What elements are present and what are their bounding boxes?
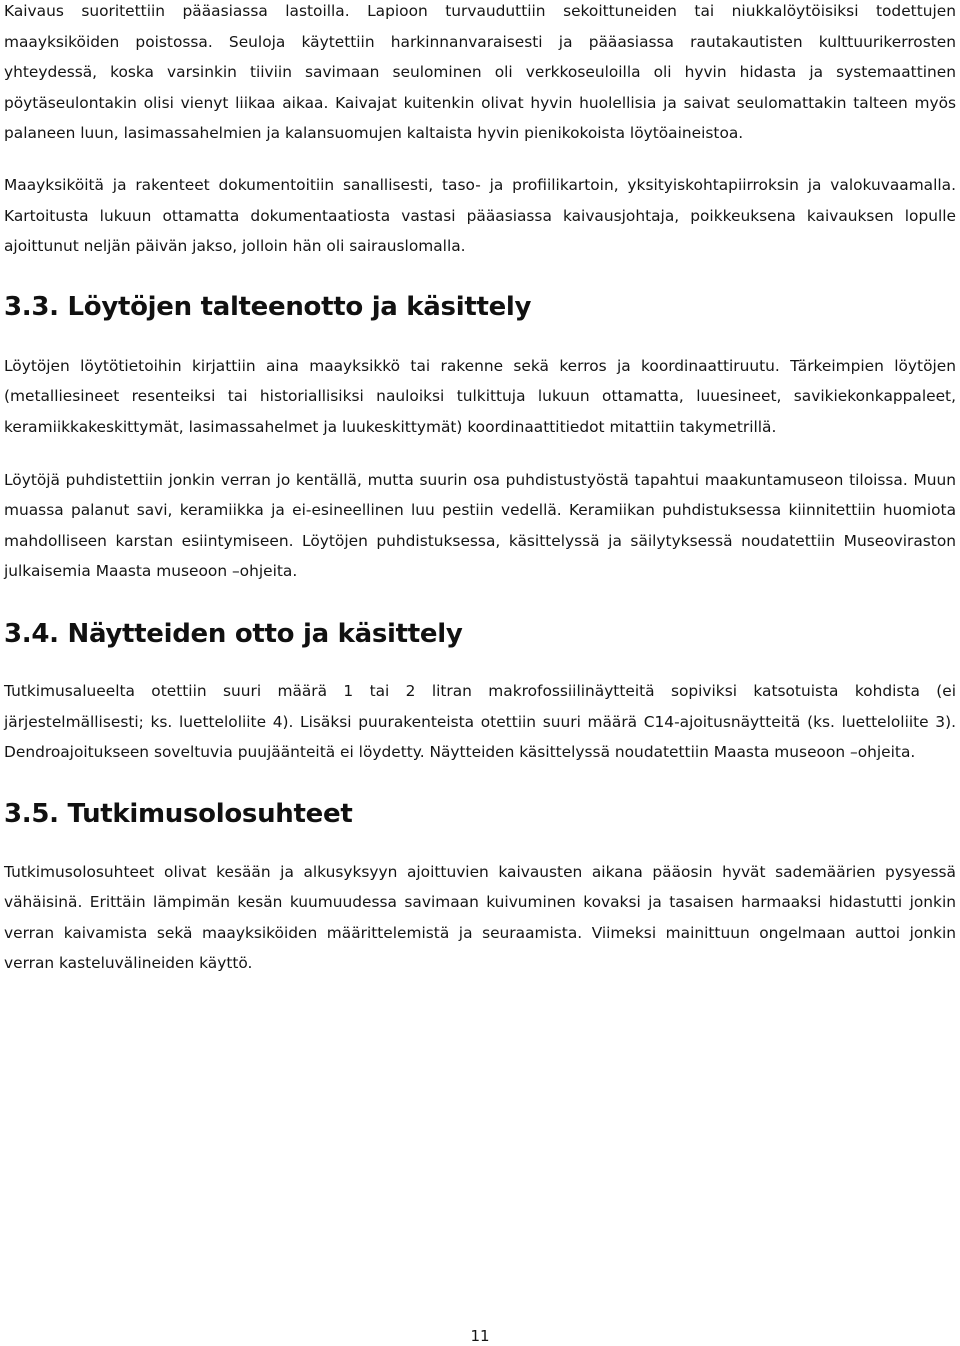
section-heading-sampling: 3.4. Näytteiden otto ja käsittely xyxy=(4,618,463,649)
document-page xyxy=(4,0,956,979)
section-heading-finds-recovery: 3.3. Löytöjen talteenotto ja käsittely xyxy=(4,291,532,322)
paragraph-documentation: Maayksiköitä ja rakenteet dokumentoitiin sanallisesti, taso- ja profiilikartoin, yksityiskohtapiirroksin ja valokuvaamalla. Kartoitusta lukuun ottamatta dokumentaatiosta vastasi pääasiassa kaivausjohtaja, poikkeuksena kaivauksen lopulle ajoittunut neljän päivän jakso, jolloin hän oli sairauslomalla. xyxy=(4,175,956,256)
paragraph-find-cleaning: Löytöjä puhdistettiin jonkin verran jo kentällä, mutta suurin osa puhdistustyöstä tapahtui maakuntamuseon tiloissa. Muun muassa palanut savi, keramiikka ja ei-esineellinen luu pestiin vedellä. Keramiikan puhdistuksessa kiinnitettiin huomiota mahdolliseen karstan esiintymiseen. Löytöjen puhdistuksessa, käsittelyssä ja säilytyksessä noudatettiin Museoviraston julkaisemia Maasta museoon –ohjeita. xyxy=(4,470,956,581)
paragraph-find-recording: Löytöjen löytötietoihin kirjattiin aina maayksikkö tai rakenne sekä kerros ja koordinaattiruutu. Tärkeimpien löytöjen (metalliesineet resenteiksi tai historiallisiksi nauloiksi tulkittuja lukuun ottamatta, luuesineet, savikiekonkappaleet, keramiikkakeskittymät, lasimassahelmet ja luukeskittymät) koordinaattitiedot mitattiin takymetrillä. xyxy=(4,356,956,436)
section-heading-research-conditions: 3.5. Tutkimusolosuhteet xyxy=(4,798,353,829)
paragraph-excavation-methods: Kaivaus suoritettiin pääasiassa lastoilla. Lapioon turvauduttiin sekoittuneiden tai niukkalöytöisiksi todettujen maayksiköiden poistossa. Seuloja käytettiin harkinnanvaraisesti ja pääasiassa rautakautisten kulttuurikerrosten yhteydessä, koska varsinkin tiiviin savimaan seulominen oli verkkoseuloilla oli hyvin hidasta ja systemaattinen pöytäseulontakin olisi vienyt liikaa aikaa. Kaivajat kuitenkin olivat hyvin huolellisia ja saivat seulomattakin talteen myös palaneen luun, lasimassahelmien ja kalansuomujen kaltaista hyvin pienikokoista löytöaineistoa. xyxy=(4,2,956,143)
page-number: 11 xyxy=(470,1327,490,1345)
paragraph-sampling: Tutkimusalueelta otettiin suuri määrä 1 tai 2 litran makrofossiilinäytteitä sopiviksi katsotuista kohdista (ei järjestelmällisesti; ks. luetteloliite 4). Lisäksi puurakenteista otettiin suuri määrä C14-ajoitusnäytteitä (ks. luetteloliite 3). Dendroajoitukseen soveltuvia puujäänteitä ei löydetty. Näytteiden käsittelyssä noudatettiin Maasta museoon –ohjeita. xyxy=(4,681,956,762)
paragraph-research-conditions: Tutkimusolosuhteet olivat kesään ja alkusyksyyn ajoittuvien kaivausten aikana pääosin hyvät sademäärien pysyessä vähäisinä. Erittäin lämpimän kesän kuumuudessa savimaan kuivuminen kovaksi ja tasaisen harmaaksi hidastutti jonkin verran kaivamista sekä maayksiköiden määrittelemistä ja seuraamista. Viimeksi mainittuun ongelmaan auttoi jonkin verran kasteluvälineiden käyttö. xyxy=(4,862,956,973)
